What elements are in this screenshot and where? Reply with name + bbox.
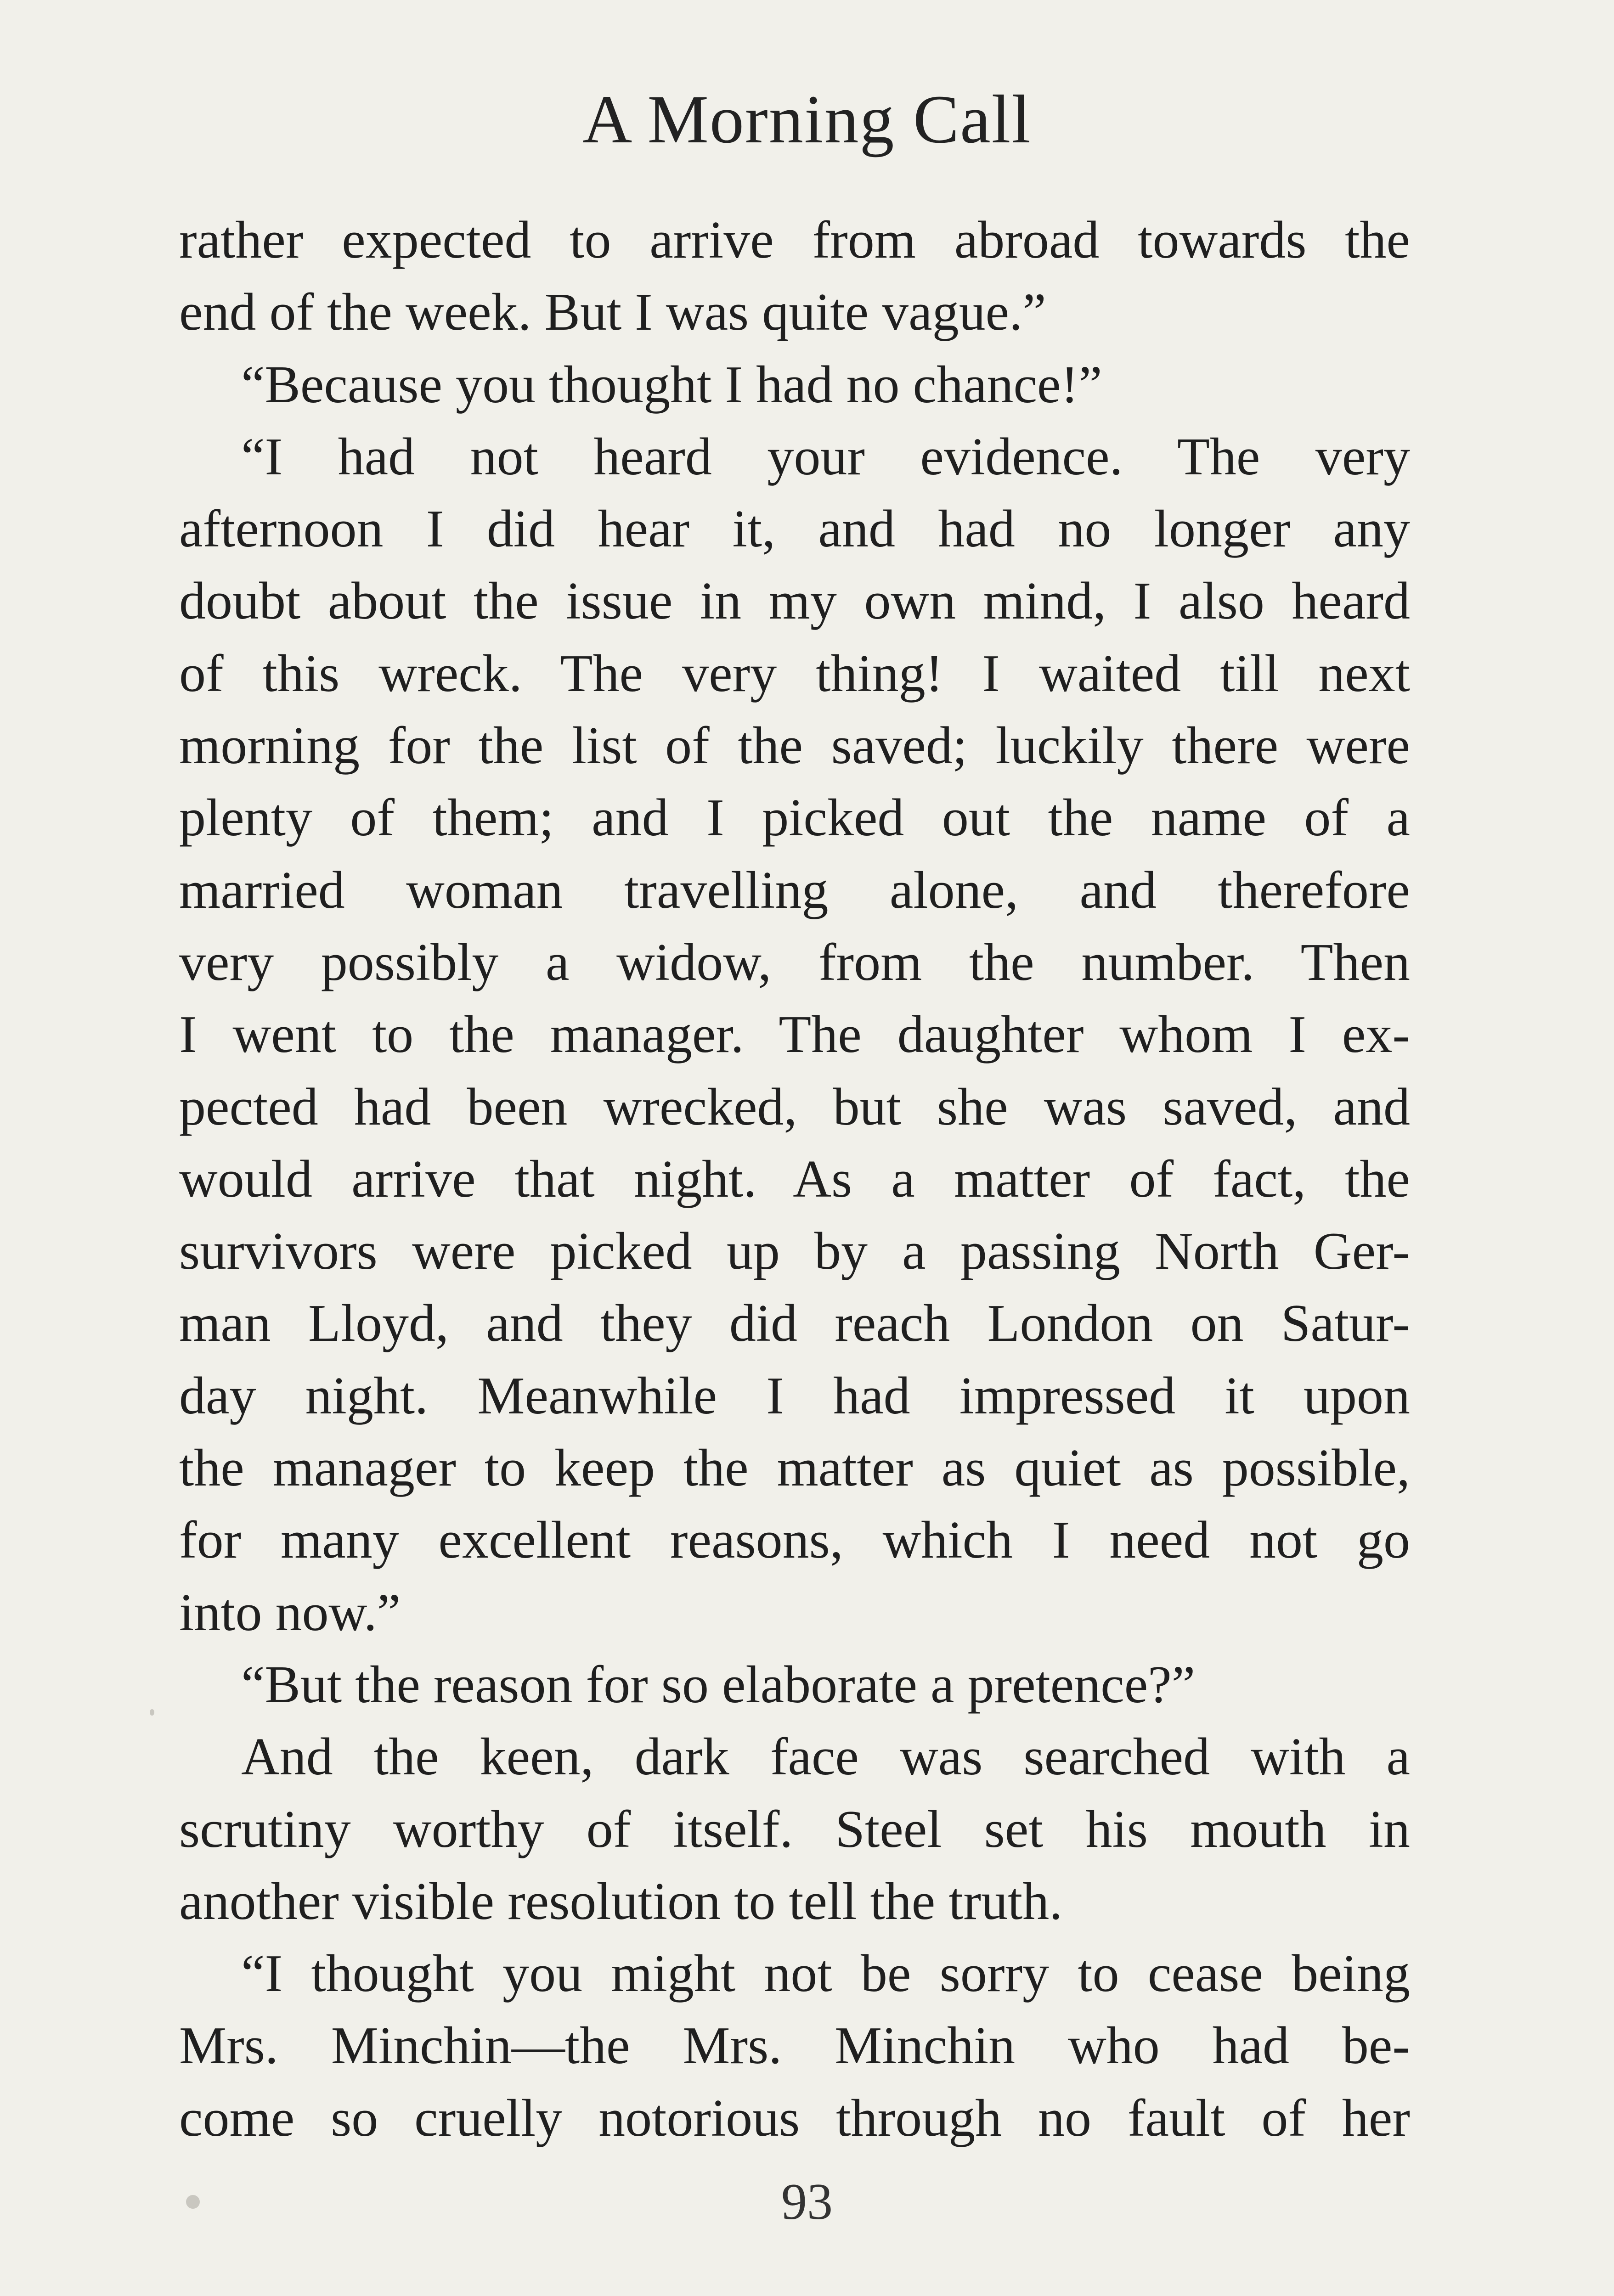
text-line: plenty of them; and I picked out the name of a	[179, 788, 1410, 848]
text-line: pected had been wrecked, but she was saved, and	[179, 1077, 1410, 1137]
text-line: scrutiny worthy of itself. Steel set his mouth in	[179, 1800, 1410, 1859]
text-line: doubt about the issue in my own mind, I also heard	[179, 572, 1410, 631]
text-line: morning for the list of the saved; luckily there were	[179, 716, 1410, 776]
text-line: for many excellent reasons, which I need not go	[179, 1511, 1410, 1570]
text-line: And the keen, dark face was searched with a	[241, 1728, 1410, 1787]
text-line: “I thought you might not be sorry to cease being	[241, 1944, 1410, 2003]
text-line: I went to the manager. The daughter whom I ex-	[179, 1005, 1410, 1064]
text-line: the manager to keep the matter as quiet as possible,	[179, 1439, 1410, 1498]
text-line: very possibly a widow, from the number. Then	[179, 933, 1410, 992]
text-line: “I had not heard your evidence. The very	[241, 427, 1410, 486]
text-line: end of the week. But I was quite vague.”	[179, 283, 1046, 342]
text-line: Mrs. Minchin—the Mrs. Minchin who had be-	[179, 2016, 1410, 2076]
running-title: A Morning Call	[582, 81, 1032, 158]
text-line: another visible resolution to tell the truth.	[179, 1872, 1063, 1931]
text-line: would arrive that night. As a matter of fact, the	[179, 1149, 1410, 1209]
text-line: survivors were picked up by a passing North Ger-	[179, 1222, 1410, 1281]
text-line: “Because you thought I had no chance!”	[241, 355, 1102, 414]
text-line: afternoon I did hear it, and had no longer any	[179, 500, 1410, 559]
text-line: come so cruelly notorious through no fault of her	[179, 2088, 1410, 2148]
text-line: “But the reason for so elaborate a pretence?”	[241, 1655, 1196, 1714]
text-line: man Lloyd, and they did reach London on Satur-	[179, 1294, 1410, 1353]
text-line: married woman travelling alone, and therefore	[179, 861, 1410, 920]
paper-speck	[150, 1709, 154, 1716]
text-line: into now.”	[179, 1583, 401, 1642]
text-line: of this wreck. The very thing! I waited till next	[179, 644, 1410, 703]
paper-speck	[186, 2195, 200, 2209]
body-text	[179, 204, 1410, 2155]
text-line: day night. Meanwhile I had impressed it upon	[179, 1366, 1410, 1425]
page-number: 93	[781, 2173, 833, 2230]
text-line: rather expected to arrive from abroad towards the	[179, 211, 1410, 270]
